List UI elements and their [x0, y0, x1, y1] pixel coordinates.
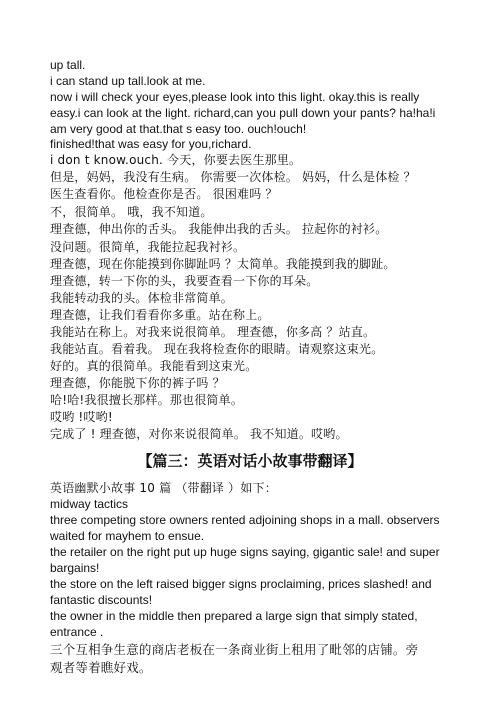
text-line: 理查德，你能脱下你的裤子吗 ？ [50, 376, 225, 390]
text-line: 我能转动我的头。体检非常简单。 [50, 291, 234, 305]
text-line: 理查德，转一下你的头，我要查看一下你的耳朵。 [50, 274, 319, 288]
text-line: now i will check your eyes,please look into this light. okay.this is really [50, 90, 420, 104]
text-line: 没问题。很简单，我能拉起我衬衫。 [50, 240, 246, 254]
text-line: 哎哟 !哎哟! [50, 410, 113, 424]
text-line: entrance . [50, 625, 104, 639]
text-line: 但是，妈妈，我没有生病。 你需要一次体检。 妈妈，什么是体检 ？ [50, 170, 416, 184]
text-line: waited for mayhem to ensue. [50, 529, 205, 543]
text-line: bargains! [50, 561, 100, 575]
text-line: 我能站在称上。对我来说很简单。 理查德，你多高 ？站直。 [50, 325, 376, 339]
text-line: 理查德，伸出你的舌头。 我能伸出我的舌头。 拉起你的衬衫。 [50, 222, 388, 236]
text-line: easy.i can look at the light. richard,can you pull down your pants? ha!ha!i [50, 106, 436, 120]
text-line: the retailer on the right put up huge signs saying, gigantic sale! and super [50, 545, 440, 559]
text-line: 医生查看你。他检查你是否。 很困难吗 ？ [50, 187, 278, 201]
text-line: 英语幽默小故事 10 篇 （带翻译 ）如下： [50, 481, 277, 495]
text-line: am very good at that.that s easy too. ouch!ouch! [50, 122, 307, 136]
text-line: midway tactics [50, 497, 129, 511]
text-line: 理查德，让我们看看你多重。站在称上。 [50, 308, 270, 322]
text-line: up tall. [50, 58, 86, 72]
section-heading: 【篇三：英语对话小故事带翻译】 [137, 452, 363, 470]
text-line: 完成了 ! 理查德，对你来说很简单。 我不知道。哎哟。 [50, 427, 348, 441]
text-line: 不，很简单。 哦，我不知道。 [50, 205, 213, 219]
text-line: the owner in the middle then prepared a large sign that simply stated, [50, 609, 418, 623]
text-line: 理查德，现在你能摸到你脚趾吗 ？太简单。我能摸到我的脚趾。 [50, 257, 396, 271]
text-line: i don t know.ouch. 今天，你要去医生那里。 [50, 153, 302, 167]
text-line: finished!that was easy for you,richard. [50, 137, 252, 151]
text-line: 三个互相争生意的商店老板在一条商业街上租用了毗邻的店铺。旁 [50, 642, 419, 657]
text-line: 观者等着瞧好戏。 [50, 660, 152, 675]
text-line: the store on the left raised bigger signs proclaiming, prices slashed! and [50, 577, 432, 591]
text-line: 我能站直。看着我。 现在我将检查你的眼睛。请观察这束光。 [50, 342, 384, 356]
text-line: fantastic discounts! [50, 593, 153, 607]
text-line: 哈!哈!我很擅长那样。那也很简单。 [50, 393, 244, 407]
text-line: 好的。真的很简单。我能看到这束光。 [50, 359, 258, 373]
text-line: three competing store owners rented adjoining shops in a mall. observers [50, 513, 440, 527]
text-line: i can stand up tall.look at me. [50, 74, 206, 88]
